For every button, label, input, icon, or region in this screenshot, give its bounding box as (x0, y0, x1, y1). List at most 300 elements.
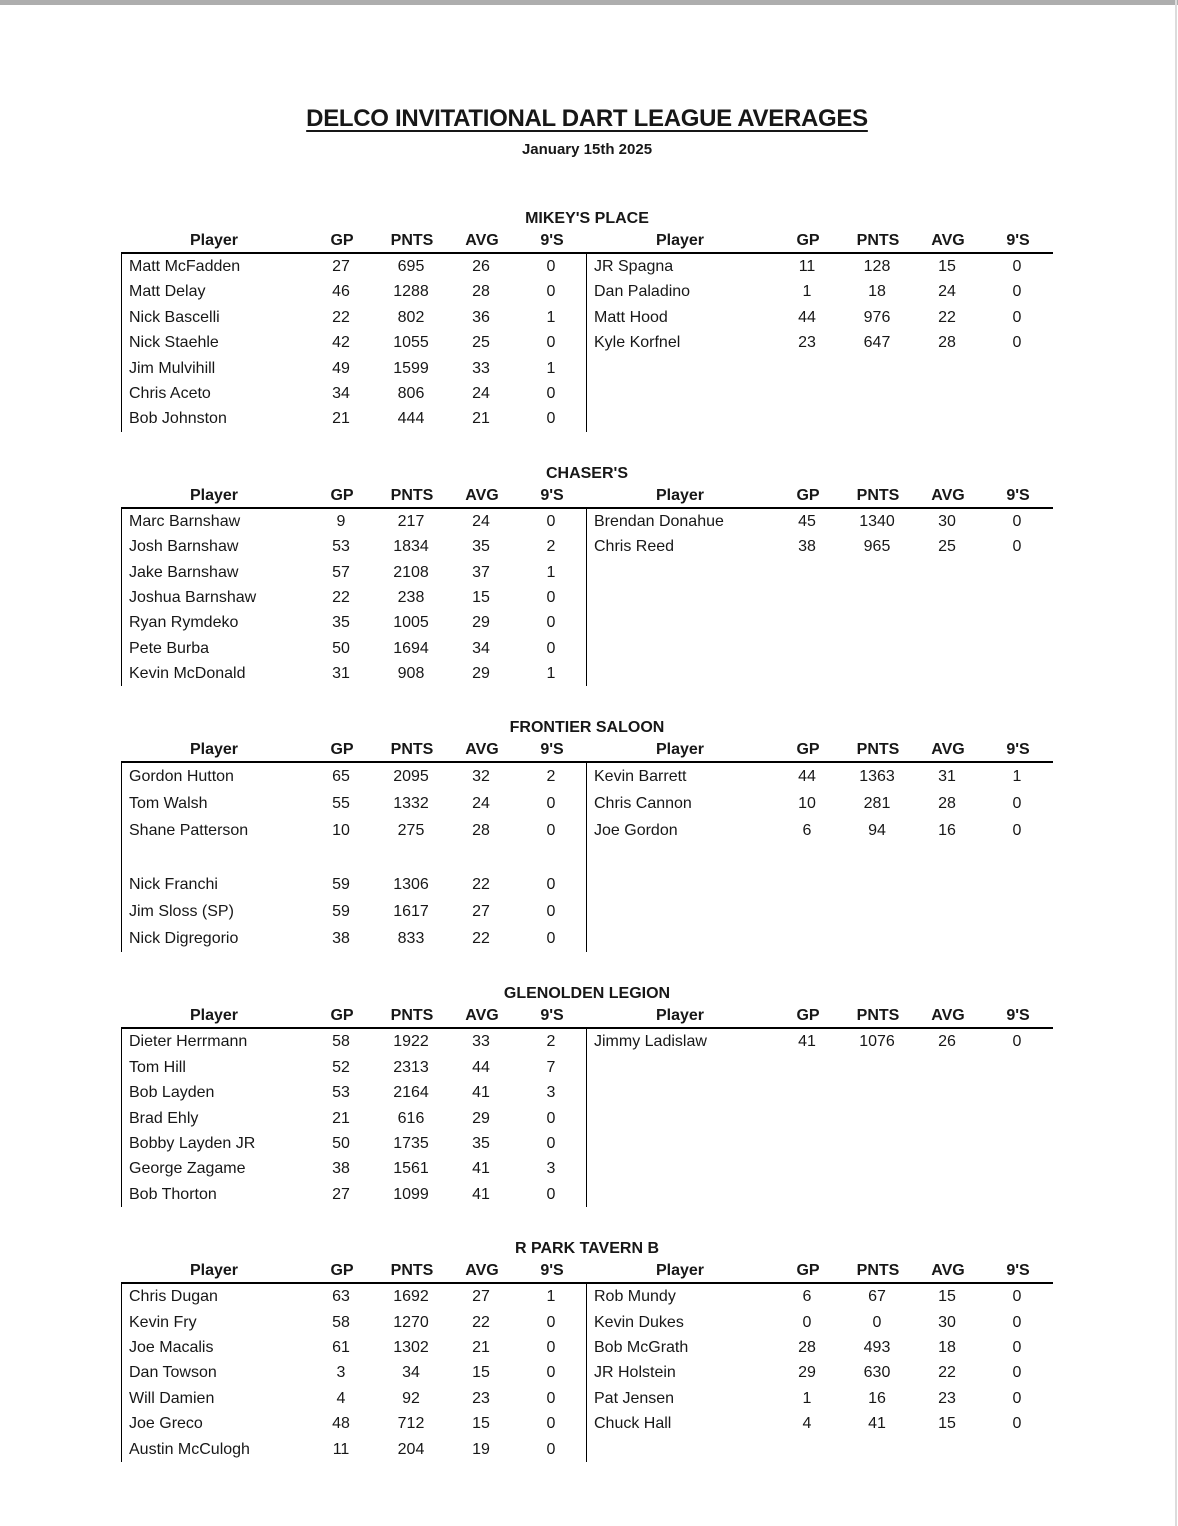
column-header-pnts: PNTS (856, 1262, 900, 1280)
column-header-player: Player (189, 486, 239, 504)
table-row (122, 871, 586, 898)
avg-cell: 29 (472, 614, 490, 632)
gp-cell: 0 (802, 1313, 812, 1331)
pnts-cell: 217 (397, 512, 425, 530)
gp-cell: 48 (332, 1415, 350, 1433)
avg-cell: 26 (472, 258, 490, 275)
pnts-cell: 1834 (393, 538, 429, 556)
table-row (122, 1182, 586, 1207)
section-title: R PARK TAVERN B (515, 1240, 659, 1258)
nines-cell: 0 (1012, 1313, 1022, 1331)
column-header-player: Player (655, 741, 705, 759)
pnts-cell: 1332 (393, 795, 429, 813)
pnts-cell: 1302 (393, 1338, 429, 1356)
avg-cell: 41 (472, 1185, 490, 1203)
column-header-gp: GP (330, 1262, 354, 1280)
nines-cell: 0 (546, 1364, 556, 1382)
avg-cell: 32 (472, 768, 490, 786)
column-header-gp: GP (796, 741, 820, 759)
column-header-pnts: PNTS (856, 741, 900, 759)
avg-cell: 33 (472, 1033, 490, 1051)
column-header-player: Player (189, 1007, 239, 1025)
pnts-cell: 94 (868, 822, 886, 840)
table-row (587, 1310, 1053, 1335)
pnts-cell: 1270 (393, 1313, 429, 1331)
gp-cell: 27 (332, 258, 350, 275)
stats-table-left (121, 1004, 587, 1207)
pnts-cell: 238 (397, 588, 425, 606)
pnts-cell: 1561 (393, 1160, 429, 1178)
gp-cell: 6 (802, 1288, 812, 1306)
avg-cell: 15 (938, 1288, 956, 1306)
avg-cell: 15 (472, 1364, 490, 1382)
gp-cell: 38 (332, 1160, 350, 1178)
nines-cell: 0 (546, 903, 556, 921)
player-name-cell: Pat Jensen (594, 1389, 675, 1407)
nines-cell: 0 (546, 384, 556, 402)
avg-cell: 27 (472, 903, 490, 921)
avg-cell (446, 844, 516, 871)
gp-cell: 10 (798, 795, 816, 813)
player-name-cell: Jim Mulvihill (129, 359, 216, 377)
table-row (122, 509, 586, 534)
player-name-cell: Ryan Rymdeko (129, 614, 239, 632)
column-header-gp: GP (330, 741, 354, 759)
pnts-cell: 128 (863, 258, 891, 275)
pnts-cell: 630 (863, 1364, 891, 1382)
player-name-cell: Nick Franchi (129, 876, 218, 894)
section-title: MIKEY'S PLACE (525, 210, 649, 227)
avg-cell: 22 (472, 930, 490, 948)
gp-cell: 46 (332, 283, 350, 301)
gp-cell: 35 (332, 614, 350, 632)
gp-cell: 63 (332, 1288, 350, 1306)
stats-table-right (587, 1259, 1053, 1462)
pnts-cell: 1617 (393, 903, 429, 921)
avg-cell: 28 (938, 795, 956, 813)
gp-cell: 11 (798, 258, 816, 275)
nines-cell: 0 (1012, 308, 1022, 326)
pnts-cell: 647 (863, 334, 891, 352)
player-name-cell: Dan Paladino (594, 283, 691, 301)
avg-cell: 26 (938, 1033, 956, 1051)
avg-cell: 25 (938, 538, 956, 556)
pnts-cell: 1340 (859, 512, 895, 530)
gp-cell: 9 (336, 512, 346, 530)
table-row (122, 610, 586, 635)
player-name-cell: Matt Hood (594, 308, 668, 326)
column-header-player: Player (189, 232, 239, 249)
column-header-avg: AVG (465, 741, 499, 759)
nines-cell: 0 (1012, 1415, 1022, 1433)
pnts-cell: 34 (402, 1364, 420, 1382)
table-row (122, 279, 586, 304)
player-name-cell: Marc Barnshaw (129, 512, 241, 530)
player-name-cell: Nick Bascelli (129, 308, 220, 326)
pnts-cell (376, 844, 446, 871)
table-row (122, 381, 586, 406)
column-header-nines: 9'S (1006, 1262, 1030, 1280)
column-header-nines: 9'S (540, 486, 564, 504)
pnts-cell: 1735 (393, 1135, 429, 1153)
gp-cell: 53 (332, 538, 350, 556)
column-header-row (121, 229, 587, 254)
player-name-cell: Dan Towson (129, 1364, 217, 1382)
table-rows (121, 509, 587, 687)
player-name-cell: Will Damien (129, 1389, 215, 1407)
gp-cell: 28 (798, 1338, 816, 1356)
gp-cell: 23 (798, 334, 816, 352)
column-header-gp: GP (330, 232, 354, 249)
player-name-cell: Tom Walsh (129, 795, 208, 813)
table-row (122, 1411, 586, 1436)
nines-cell: 1 (1012, 768, 1022, 786)
nines-cell: 3 (546, 1084, 556, 1102)
column-header-row (121, 484, 587, 509)
pnts-cell: 1099 (393, 1185, 429, 1203)
stats-table-left (121, 1259, 587, 1462)
pnts-cell: 1288 (393, 283, 429, 301)
nines-cell: 1 (546, 308, 556, 326)
table-row (587, 1029, 1053, 1054)
gp-cell: 50 (332, 1135, 350, 1153)
gp-cell: 59 (332, 903, 350, 921)
pnts-cell: 1692 (393, 1288, 429, 1306)
avg-cell: 15 (938, 1415, 956, 1433)
gp-cell: 4 (336, 1389, 346, 1407)
nines-cell: 0 (546, 410, 556, 428)
gp-cell: 52 (332, 1058, 350, 1076)
section-tables (121, 1004, 1053, 1207)
player-name-cell: Dieter Herrmann (129, 1033, 248, 1051)
table-row (122, 330, 586, 355)
pnts-cell: 1922 (393, 1033, 429, 1051)
avg-cell: 33 (472, 359, 490, 377)
avg-cell: 24 (472, 384, 490, 402)
section-glenolden-legion (121, 984, 1053, 1207)
column-header-pnts: PNTS (390, 1262, 434, 1280)
pnts-cell: 67 (868, 1288, 886, 1306)
nines-cell: 0 (546, 512, 556, 530)
column-header-avg: AVG (931, 1262, 965, 1280)
table-row (122, 817, 586, 844)
column-header-nines: 9'S (540, 232, 564, 249)
player-name-cell: Bob Layden (129, 1084, 215, 1102)
column-header-row (587, 738, 1053, 763)
gp-cell (306, 844, 376, 871)
nines-cell: 1 (546, 563, 556, 581)
pnts-cell: 92 (402, 1389, 420, 1407)
column-header-pnts: PNTS (856, 486, 900, 504)
pnts-cell: 281 (863, 795, 891, 813)
nines-cell: 0 (1012, 538, 1022, 556)
avg-cell: 41 (472, 1084, 490, 1102)
nines-cell: 0 (1012, 1288, 1022, 1306)
avg-cell: 30 (938, 1313, 956, 1331)
gp-cell: 29 (798, 1364, 816, 1382)
column-header-row (121, 1259, 587, 1284)
table-row (122, 1080, 586, 1105)
pnts-cell: 2095 (393, 768, 429, 786)
avg-cell: 22 (938, 308, 956, 326)
table-row (587, 790, 1053, 817)
table-rows (587, 763, 1053, 844)
player-name-cell: Chris Reed (594, 538, 675, 556)
table-row (122, 925, 586, 952)
nines-cell: 0 (546, 1338, 556, 1356)
table-row (122, 790, 586, 817)
avg-cell: 15 (472, 588, 490, 606)
avg-cell: 36 (472, 308, 490, 326)
pnts-cell: 1694 (393, 639, 429, 657)
player-name-cell: Chuck Hall (594, 1415, 672, 1433)
avg-cell: 41 (472, 1160, 490, 1178)
avg-cell: 22 (472, 1313, 490, 1331)
avg-cell: 23 (938, 1389, 956, 1407)
avg-cell: 22 (472, 876, 490, 894)
column-header-gp: GP (796, 486, 820, 504)
column-header-player: Player (655, 232, 705, 249)
column-header-avg: AVG (465, 232, 499, 249)
gp-cell: 31 (332, 665, 350, 683)
table-row (122, 254, 586, 279)
column-header-pnts: PNTS (856, 1007, 900, 1025)
section-mikeys-place (121, 209, 1053, 432)
gp-cell: 55 (332, 795, 350, 813)
gp-cell: 57 (332, 563, 350, 581)
player-name-cell: Brad Ehly (129, 1109, 199, 1127)
section-title: GLENOLDEN LEGION (503, 985, 671, 1003)
section-tables (121, 738, 1053, 952)
gp-cell: 21 (332, 410, 350, 428)
player-name-cell: Kevin Dukes (594, 1313, 684, 1331)
table-row (122, 1386, 586, 1411)
player-name-cell: Matt McFadden (129, 258, 241, 275)
nines-cell: 0 (546, 1415, 556, 1433)
column-header-gp: GP (796, 1262, 820, 1280)
section-tables (121, 484, 1053, 687)
avg-cell: 27 (472, 1288, 490, 1306)
gp-cell: 45 (798, 512, 816, 530)
nines-cell: 0 (1012, 795, 1022, 813)
table-row (122, 560, 586, 585)
table-row (122, 1360, 586, 1385)
pnts-cell: 2108 (393, 563, 429, 581)
player-name-cell: Kevin Barrett (594, 768, 687, 786)
column-header-row (121, 738, 587, 763)
table-row (122, 1310, 586, 1335)
nines-cell: 0 (1012, 1338, 1022, 1356)
column-header-avg: AVG (931, 741, 965, 759)
stats-table-right (587, 484, 1053, 687)
gp-cell: 58 (332, 1033, 350, 1051)
gp-cell: 50 (332, 639, 350, 657)
player-name-cell: JR Holstein (594, 1364, 676, 1382)
table-rows (587, 509, 1053, 560)
stats-table-right (587, 738, 1053, 952)
column-header-row (587, 1259, 1053, 1284)
section-tables (121, 1259, 1053, 1462)
nines-cell: 3 (546, 1160, 556, 1178)
table-row (122, 844, 586, 871)
avg-cell: 15 (472, 1415, 490, 1433)
column-header-gp: GP (330, 1007, 354, 1025)
nines-cell: 0 (546, 1109, 556, 1127)
column-header-nines: 9'S (540, 1007, 564, 1025)
pnts-cell: 1599 (393, 359, 429, 377)
avg-cell: 30 (938, 512, 956, 530)
table-row (122, 763, 586, 790)
table-row (122, 636, 586, 661)
table-rows (587, 1029, 1053, 1054)
avg-cell: 31 (938, 768, 956, 786)
column-header-gp: GP (796, 232, 820, 249)
player-name-cell: Chris Aceto (129, 384, 211, 402)
pnts-cell: 0 (872, 1313, 882, 1331)
column-header-player: Player (655, 1007, 705, 1025)
column-header-player: Player (655, 1262, 705, 1280)
pnts-cell: 616 (397, 1109, 425, 1127)
avg-cell: 29 (472, 1109, 490, 1127)
gp-cell: 38 (798, 538, 816, 556)
avg-cell: 21 (472, 410, 490, 428)
pnts-cell: 2164 (393, 1084, 429, 1102)
player-name-cell: George Zagame (129, 1160, 246, 1178)
nines-cell: 1 (546, 665, 556, 683)
gp-cell: 34 (332, 384, 350, 402)
gp-cell: 27 (332, 1185, 350, 1203)
table-row (122, 1131, 586, 1156)
table-rows (121, 254, 587, 432)
player-name-cell: Matt Delay (129, 283, 206, 301)
column-header-avg: AVG (465, 1007, 499, 1025)
player-name-cell: Gordon Hutton (129, 768, 234, 786)
table-row (587, 330, 1053, 355)
table-row (122, 898, 586, 925)
table-row (122, 1029, 586, 1054)
pnts-cell: 2313 (393, 1058, 429, 1076)
table-row (587, 305, 1053, 330)
player-name-cell (122, 844, 306, 871)
table-row (122, 356, 586, 381)
section-r-park-tavern-b (121, 1239, 1053, 1462)
nines-cell: 0 (1012, 512, 1022, 530)
table-row (587, 1360, 1053, 1385)
player-name-cell: Bobby Layden JR (129, 1135, 256, 1153)
player-name-cell: Tom Hill (129, 1058, 186, 1076)
nines-cell: 0 (546, 795, 556, 813)
player-name-cell: Jim Sloss (SP) (129, 903, 234, 921)
table-row (122, 1055, 586, 1080)
nines-cell: 0 (546, 614, 556, 632)
table-row (122, 1437, 586, 1462)
column-header-pnts: PNTS (390, 1007, 434, 1025)
avg-cell: 28 (472, 283, 490, 301)
nines-cell: 1 (546, 359, 556, 377)
avg-cell: 25 (472, 334, 490, 352)
gp-cell: 53 (332, 1084, 350, 1102)
avg-cell: 24 (938, 283, 956, 301)
pnts-cell: 1076 (859, 1033, 895, 1051)
pnts-cell: 493 (863, 1338, 891, 1356)
column-header-nines: 9'S (1006, 232, 1030, 249)
avg-cell: 28 (938, 334, 956, 352)
table-row (587, 254, 1053, 279)
avg-cell: 35 (472, 1135, 490, 1153)
gp-cell: 65 (332, 768, 350, 786)
page-title: DELCO INVITATIONAL DART LEAGUE AVERAGES (306, 105, 868, 132)
pnts-cell: 908 (397, 665, 425, 683)
column-header-nines: 9'S (1006, 486, 1030, 504)
player-name-cell: Joe Greco (129, 1415, 203, 1433)
player-name-cell: Nick Digregorio (129, 930, 239, 948)
stats-table-left (121, 229, 587, 432)
avg-cell: 29 (472, 665, 490, 683)
gp-cell: 44 (798, 768, 816, 786)
table-row (122, 585, 586, 610)
pnts-cell: 16 (868, 1389, 886, 1407)
column-header-avg: AVG (931, 1007, 965, 1025)
column-header-row (587, 1004, 1053, 1029)
column-header-nines: 9'S (1006, 1007, 1030, 1025)
player-name-cell: Nick Staehle (129, 334, 219, 352)
gp-cell: 49 (332, 359, 350, 377)
pnts-cell: 204 (397, 1440, 425, 1458)
column-header-row (121, 1004, 587, 1029)
table-rows (121, 1284, 587, 1462)
pnts-cell: 976 (863, 308, 891, 326)
nines-cell: 0 (1012, 283, 1022, 301)
nines-cell: 0 (546, 1185, 556, 1203)
nines-cell: 0 (546, 822, 556, 840)
stats-table-left (121, 738, 587, 952)
table-row (122, 1156, 586, 1181)
avg-cell: 19 (472, 1440, 490, 1458)
player-name-cell: Joshua Barnshaw (129, 588, 257, 606)
table-row (122, 1284, 586, 1309)
pnts-cell: 275 (397, 822, 425, 840)
document-content (121, 0, 1053, 1462)
column-header-pnts: PNTS (390, 741, 434, 759)
gp-cell: 11 (332, 1440, 350, 1458)
avg-cell: 44 (472, 1058, 490, 1076)
avg-cell: 16 (938, 822, 956, 840)
table-row (587, 1335, 1053, 1360)
pnts-cell: 965 (863, 538, 891, 556)
player-name-cell: Kevin Fry (129, 1313, 197, 1331)
nines-cell (516, 844, 586, 871)
nines-cell: 0 (546, 1135, 556, 1153)
column-header-row (587, 484, 1053, 509)
player-name-cell: Joe Gordon (594, 822, 678, 840)
avg-cell: 22 (938, 1364, 956, 1382)
section-title: FRONTIER SALOON (509, 719, 665, 737)
player-name-cell: Bob McGrath (594, 1338, 689, 1356)
gp-cell: 38 (332, 930, 350, 948)
avg-cell: 28 (472, 822, 490, 840)
player-name-cell: Pete Burba (129, 639, 210, 657)
gp-cell: 42 (332, 334, 350, 352)
gp-cell: 6 (802, 822, 812, 840)
nines-cell: 0 (546, 588, 556, 606)
gp-cell: 22 (332, 588, 350, 606)
player-name-cell: Bob Thorton (129, 1185, 217, 1203)
page-edge-line (1175, 0, 1177, 1526)
column-header-gp: GP (796, 1007, 820, 1025)
player-name-cell: Jake Barnshaw (129, 563, 239, 581)
pnts-cell: 833 (397, 930, 425, 948)
pnts-cell: 444 (397, 410, 425, 428)
